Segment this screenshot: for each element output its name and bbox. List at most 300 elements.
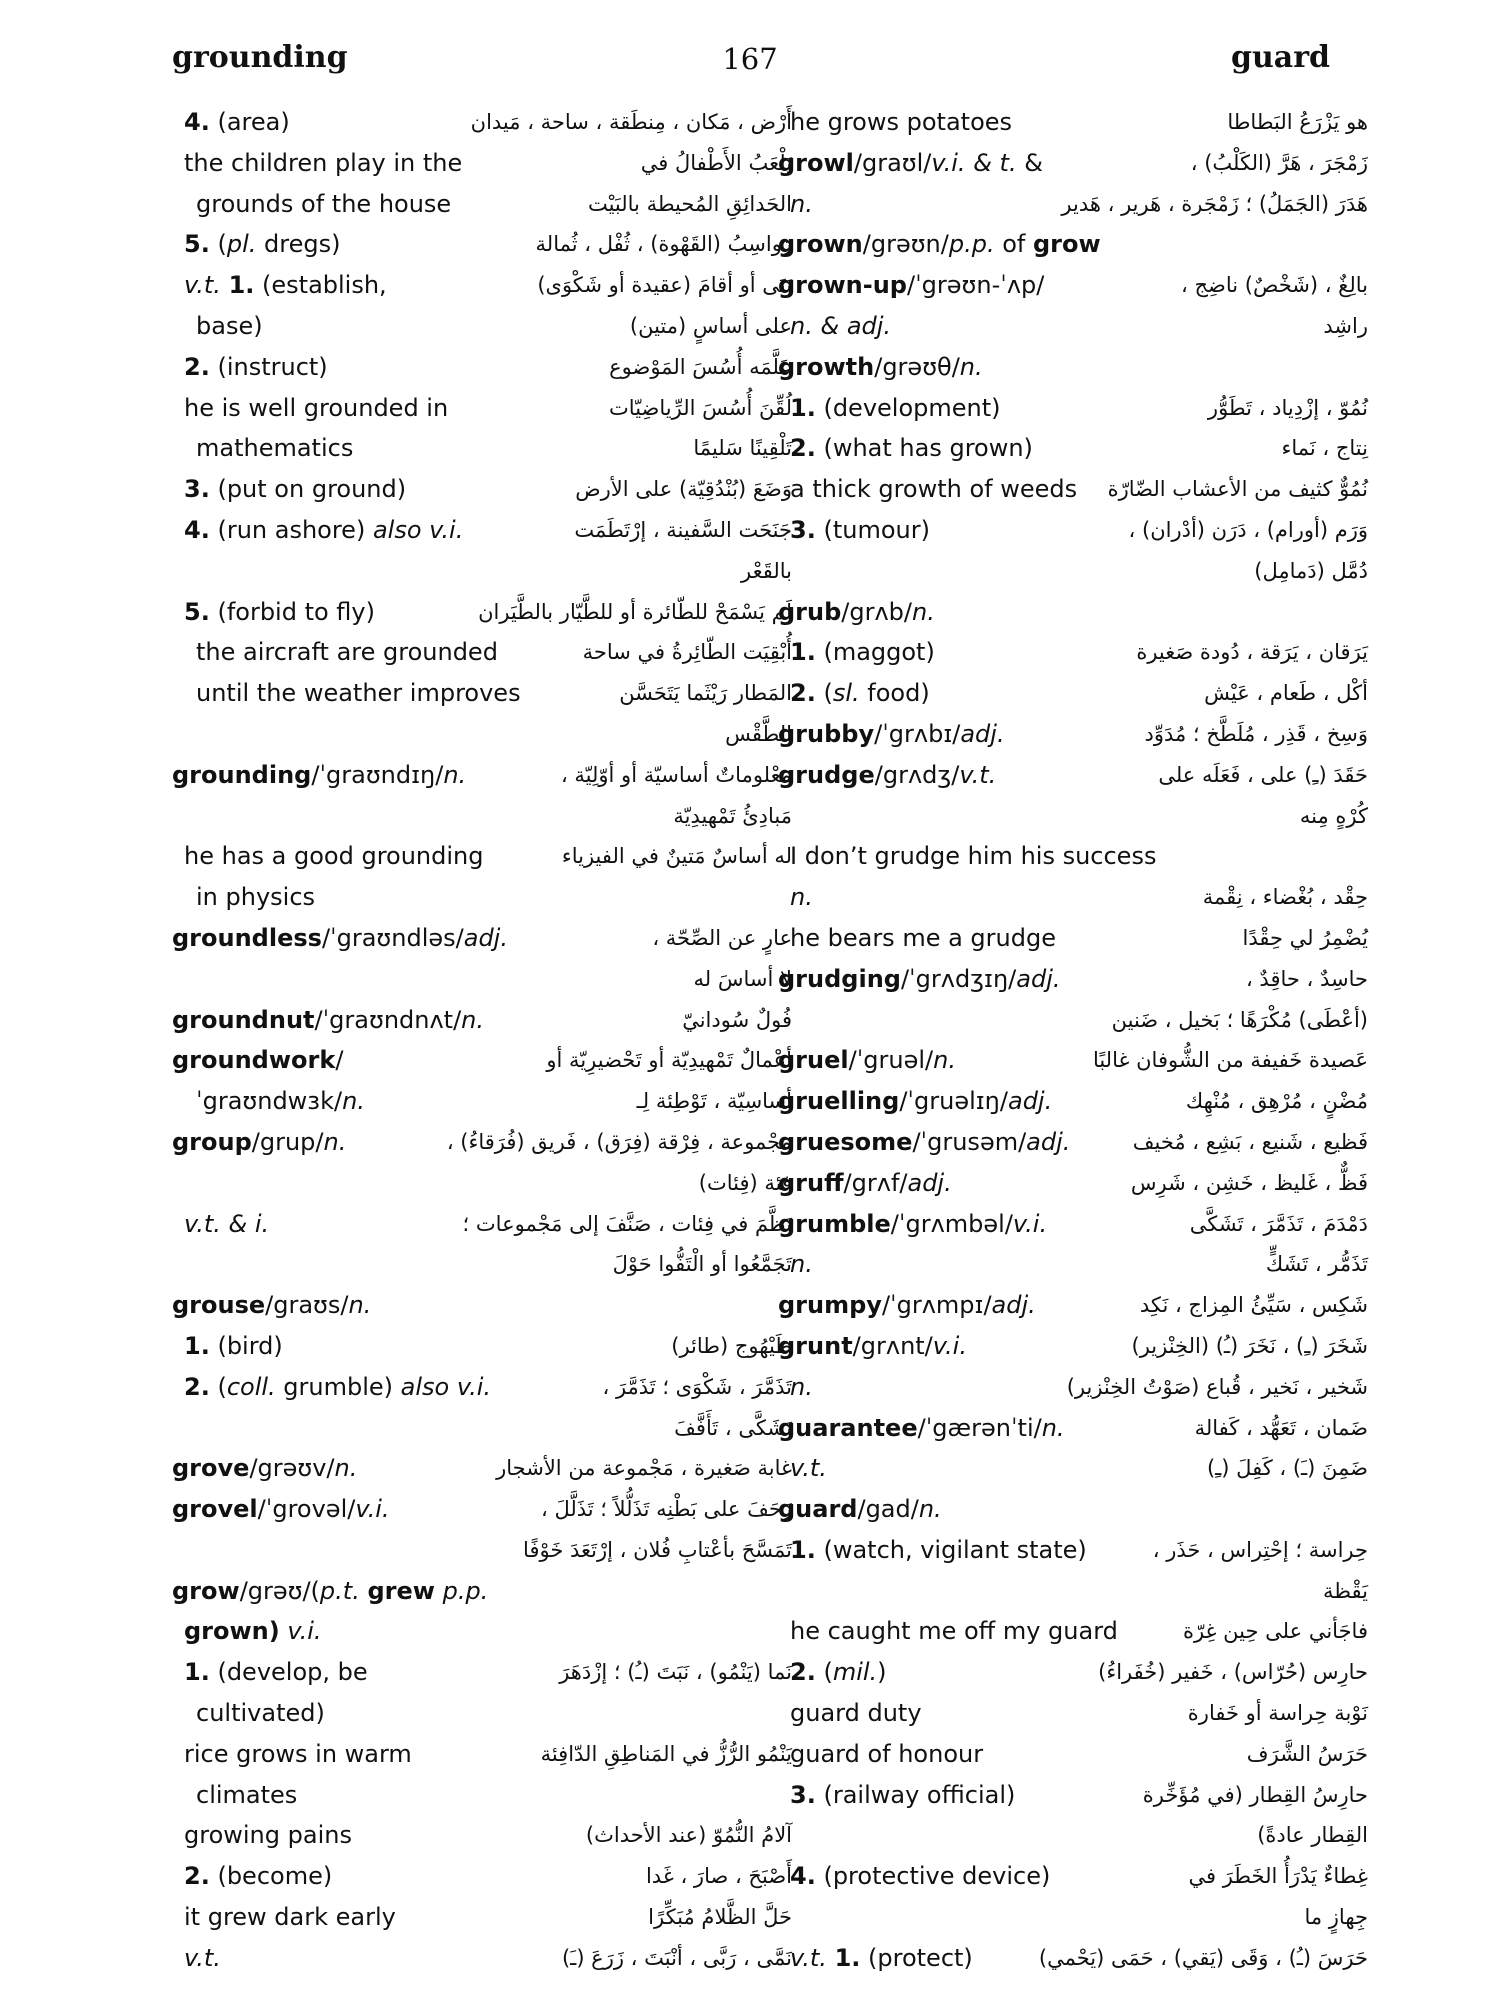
- english-text: [184, 592, 375, 633]
- headword-text: grub: [778, 597, 842, 626]
- headword-text: grovel: [172, 1495, 258, 1524]
- dictionary-line: [778, 918, 1368, 959]
- gloss-text: /ˈgraʊndɪŋ/: [311, 760, 444, 789]
- gloss-text: (: [815, 1658, 833, 1687]
- dictionary-line: [778, 184, 1368, 225]
- page-number: 167: [722, 42, 778, 76]
- english-text: [184, 510, 463, 551]
- dictionary-line: [172, 1611, 792, 1652]
- gloss-text: [221, 271, 229, 299]
- gloss-text: /graʊs/: [265, 1291, 349, 1320]
- headword-text: grow: [172, 1576, 240, 1605]
- english-text: [790, 918, 1056, 959]
- gloss-text: (protect): [860, 1943, 973, 1972]
- arabic-translation: فِئة (فِئات): [698, 1170, 792, 1195]
- arabic-translation: مَجْموعة ، فِرْقة (فِرَق) ، فَريق (فُرَقاءُ) ،: [446, 1129, 792, 1154]
- running-head-first-entry: grounding: [172, 40, 348, 75]
- dictionary-line: [172, 347, 792, 388]
- grammar-label: v.t. & i.: [184, 1209, 270, 1238]
- headword-text: grumpy: [778, 1291, 882, 1320]
- gloss-text: the children play in the: [184, 148, 463, 177]
- english-text: [790, 877, 813, 918]
- dictionary-line: [172, 1326, 792, 1367]
- dictionary-line: [778, 1081, 1368, 1122]
- dictionary-line: [778, 755, 1368, 796]
- dictionary-line: [172, 592, 792, 633]
- english-text: [778, 1326, 967, 1367]
- english-text: [778, 1489, 942, 1530]
- arabic-translation: جِهازٍ ما: [1304, 1905, 1368, 1930]
- dictionary-line: [172, 1571, 792, 1612]
- english-text: [790, 184, 813, 225]
- english-text: [196, 877, 315, 918]
- arabic-translation: شَخير ، نَخير ، قُباع (صَوْتُ الخِنْزير): [1066, 1374, 1368, 1399]
- gloss-text: (maggot): [815, 638, 935, 667]
- english-text: [184, 347, 328, 388]
- english-text: [778, 347, 983, 388]
- gloss-text: /ˈgrʌmbəl/: [890, 1209, 1013, 1238]
- headword-text: 1.: [184, 1658, 210, 1687]
- english-text: [778, 959, 1061, 1000]
- dictionary-line: [172, 673, 792, 714]
- dictionary-line: [778, 1571, 1368, 1612]
- grammar-label: n.: [334, 1454, 358, 1483]
- gloss-text: /ˈgrusəm/: [912, 1127, 1027, 1156]
- dictionary-line: [778, 1040, 1368, 1081]
- gloss-text: /ˈgrovəl/: [257, 1495, 356, 1524]
- gloss-text: (area): [209, 108, 290, 136]
- english-text: [778, 714, 1005, 755]
- dictionary-line: [172, 510, 792, 551]
- grammar-label: n.: [912, 597, 935, 626]
- dictionary-line: [172, 1244, 792, 1285]
- english-text: [790, 510, 930, 551]
- dictionary-line: [778, 1489, 1368, 1530]
- headword-text: 3.: [790, 1780, 816, 1809]
- gloss-text: climates: [196, 1780, 298, 1809]
- arabic-translation: حارِسُ القِطار (في مُؤَخِّرة: [1142, 1782, 1368, 1807]
- arabic-translation: تَذَمُّر ، تَشَكٍّ: [1265, 1252, 1368, 1277]
- grammar-label: adj.: [1007, 1087, 1053, 1116]
- arabic-translation: بالِغٌ ، (شَخْصٌ) ناضِج ،: [1181, 273, 1368, 298]
- arabic-translation: أعْمالٌ تَمْهيدِيّة أو تَحْضيرِيّة أو: [546, 1048, 792, 1073]
- headword-text: 1.: [790, 393, 816, 422]
- arabic-translation: تَشَكَّى ، تَأَفَّفَ: [674, 1415, 792, 1440]
- arabic-translation: عَصيدة خَفيفة من الشُّوفان غالبًا: [1092, 1048, 1368, 1073]
- dictionary-line: [172, 714, 792, 755]
- arabic-translation: حِقْد ، بُغْضاء ، نِقْمة: [1202, 885, 1368, 910]
- dictionary-line: [172, 1081, 792, 1122]
- dictionary-line: [172, 959, 792, 1000]
- gloss-text: growing pains: [184, 1821, 352, 1850]
- dictionary-line: [172, 1775, 792, 1816]
- dictionary-line: [778, 1163, 1368, 1204]
- dictionary-line: [778, 306, 1368, 347]
- dictionary-line: [778, 1693, 1368, 1734]
- gloss-text: grumble): [275, 1372, 401, 1401]
- dictionary-line: [778, 1530, 1368, 1571]
- english-text: [172, 1571, 488, 1612]
- english-text: [196, 1081, 365, 1122]
- gloss-text: (: [209, 230, 227, 259]
- dictionary-line: [778, 1611, 1368, 1652]
- arabic-translation: القِطار عادةً): [1257, 1823, 1368, 1848]
- gloss-text: ): [877, 1658, 887, 1687]
- headword-text: grown): [184, 1617, 280, 1646]
- dictionary-line: [778, 1856, 1368, 1897]
- arabic-translation: حَرَسُ الشَّرَف: [1246, 1741, 1368, 1766]
- dictionary-line: [172, 1856, 792, 1897]
- dictionary-line: [172, 1815, 792, 1856]
- grammar-label: n.: [443, 760, 467, 789]
- gloss-text: /grʌf/: [843, 1168, 908, 1197]
- dictionary-line: [172, 755, 792, 796]
- arabic-translation: تَجَمَّعُوا أو الْتَفُّوا حَوْلَ: [612, 1252, 792, 1277]
- english-text: [790, 1734, 983, 1775]
- dictionary-line: [778, 551, 1368, 592]
- headword-text: growth: [778, 352, 875, 381]
- headword-text: gruel: [778, 1046, 849, 1075]
- arabic-translation: حَلَّ الظَّلامُ مُبَكِّرًا: [648, 1905, 792, 1930]
- gloss-text: I don’t grudge him his success: [790, 842, 1157, 871]
- headword-text: 1.: [184, 1331, 210, 1360]
- dictionary-line: [778, 877, 1368, 918]
- dictionary-line: [778, 1408, 1368, 1449]
- dictionary-line: [172, 551, 792, 592]
- grammar-label: n. & adj.: [790, 311, 892, 340]
- dictionary-line: [172, 1000, 792, 1041]
- arabic-translation: الطَّقْس: [725, 721, 792, 746]
- gloss-text: /grʌdʒ/: [874, 760, 960, 789]
- gloss-text: /grəʊθ/: [874, 352, 960, 381]
- grammar-label: v.t.: [959, 760, 997, 789]
- grammar-label: n.: [790, 883, 813, 912]
- grammar-label: v.t.: [790, 1943, 827, 1972]
- english-text: [172, 918, 508, 959]
- gloss-text: /ˈgruəlɪŋ/: [899, 1087, 1008, 1116]
- dictionary-line: [172, 632, 792, 673]
- arabic-translation: على أساسٍ (متين): [629, 313, 792, 338]
- gloss-text: /ˈgraʊndnʌt/: [314, 1005, 462, 1034]
- english-text: [778, 224, 1101, 265]
- arabic-translation: آلامُ النُّمُوّ (عند الأحداث): [585, 1823, 792, 1848]
- dictionary-line: [778, 714, 1368, 755]
- dictionary-line: [778, 428, 1368, 469]
- dictionary-line: [778, 1938, 1368, 1979]
- english-text: [196, 673, 521, 714]
- dictionary-line: [172, 469, 792, 510]
- arabic-translation: وَسِخ ، قَذِر ، مُلَطَّخ ؛ مُدَوِّد: [1144, 721, 1368, 746]
- gloss-text: grounds of the house: [196, 189, 452, 218]
- grammar-label: v.i.: [355, 1495, 390, 1524]
- headword-text: grunt: [778, 1331, 853, 1360]
- headword-text: groundnut: [172, 1005, 315, 1034]
- gloss-text: (development): [815, 393, 1001, 422]
- grammar-label: adj.: [960, 719, 1005, 748]
- english-text: [196, 632, 498, 673]
- dictionary-line: [778, 347, 1368, 388]
- headword-text: growl: [778, 148, 854, 177]
- english-text: [790, 1367, 813, 1408]
- english-text: [172, 1285, 371, 1326]
- english-text: [184, 1897, 396, 1938]
- english-text: [172, 1489, 390, 1530]
- gloss-text: (put on ground): [209, 475, 407, 504]
- headword-text: 4.: [184, 108, 210, 136]
- headword-text: 2.: [790, 434, 816, 463]
- english-text: [778, 592, 935, 633]
- gloss-text: &: [1016, 148, 1043, 177]
- dictionary-line: [172, 1938, 792, 1979]
- gloss-text: [435, 1577, 443, 1605]
- gloss-text: /grup/: [251, 1127, 324, 1156]
- arabic-translation: أَرْض ، مَكان ، مِنطَقة ، ساحة ، مَيدان: [470, 110, 792, 134]
- arabic-translation: بَنَى أو أقامَ (عقيدة أو شَكْوَى): [537, 273, 792, 298]
- dictionary-line: [778, 1285, 1368, 1326]
- arabic-translation: شَخَرَ (ـِ) ، نَخَرَ (ـُ) (الخِنْزير): [1131, 1333, 1368, 1358]
- arabic-translation: فَظٌّ ، غَليظ ، خَشِن ، شَرِس: [1130, 1170, 1368, 1195]
- gloss-text: of: [994, 230, 1033, 259]
- english-text: [790, 1530, 1087, 1571]
- grammar-label: pl.: [226, 230, 257, 259]
- dictionary-line: [778, 836, 1368, 877]
- headword-text: 2.: [790, 679, 816, 708]
- dictionary-line: [778, 1897, 1368, 1938]
- headword-text: grow: [1032, 230, 1101, 259]
- grammar-label: n.: [348, 1291, 372, 1320]
- headword-text: guarantee: [778, 1413, 918, 1442]
- headword-text: gruesome: [778, 1127, 913, 1156]
- english-text: [790, 836, 1156, 877]
- arabic-translation: وَرَم (أورام) ، دَرَن (أدْران) ،: [1128, 517, 1368, 542]
- arabic-translation: حَرَسَ (ـُ) ، وَقَى (يَقي) ، حَمَى (يَحْمي): [1038, 1945, 1368, 1970]
- english-text: [778, 755, 996, 796]
- english-text: [196, 1775, 297, 1816]
- dictionary-line: [172, 836, 792, 877]
- arabic-translation: حَقَدَ (ـِ) على ، فَعَلَه على: [1158, 762, 1368, 787]
- english-text: [184, 1856, 332, 1897]
- headword-text: grove: [172, 1454, 250, 1483]
- dictionary-line: [172, 1489, 792, 1530]
- english-text: [790, 1693, 922, 1734]
- gloss-text: /grəʊv/: [249, 1454, 335, 1483]
- arabic-translation: مُضْنٍ ، مُرْهِق ، مُنْهِك: [1185, 1089, 1368, 1114]
- arabic-translation: يَلْعَبُ الأَطْفالُ في: [640, 150, 792, 175]
- gloss-text: [827, 1944, 835, 1972]
- gloss-text: he caught me off my guard: [790, 1617, 1118, 1646]
- dictionary-line: [172, 1204, 792, 1245]
- headword-text: gruff: [778, 1168, 844, 1197]
- dictionary-line: [172, 1734, 792, 1775]
- english-text: [790, 1448, 827, 1489]
- grammar-label: n.: [918, 1495, 942, 1524]
- english-text: [196, 1693, 325, 1734]
- arabic-translation: راشِد: [1323, 313, 1368, 338]
- headword-text: 1.: [790, 1535, 816, 1564]
- english-text: [172, 1000, 484, 1041]
- arabic-translation: لا أساسَ له: [693, 966, 792, 991]
- arabic-translation: (أعْطَى) مُكْرَهًا ؛ بَخيل ، ضَنين: [1111, 1007, 1368, 1032]
- arabic-translation: رَواسِبُ (القَهْوة) ، ثُفْل ، ثُمالة: [535, 232, 792, 257]
- english-text: [184, 1938, 221, 1979]
- english-text: [790, 1856, 1050, 1897]
- english-text: [184, 265, 387, 306]
- english-text: [778, 1122, 1070, 1163]
- gloss-text: (instruct): [209, 352, 328, 381]
- gloss-text: he is well grounded in: [184, 393, 449, 422]
- headword-text: grudge: [778, 760, 875, 789]
- english-text: [184, 836, 483, 877]
- running-head-last-entry: guard: [1230, 40, 1330, 75]
- grammar-label: p.p.: [948, 230, 995, 259]
- gloss-text: food): [859, 679, 930, 708]
- grammar-label: adj.: [1016, 964, 1061, 993]
- dictionary-line: [778, 102, 1368, 143]
- grammar-label: n.: [323, 1127, 347, 1156]
- english-text: [790, 306, 891, 347]
- grammar-label: n.: [461, 1005, 485, 1034]
- arabic-translation: غابة صَغيرة ، مَجْموعة من الأشجار: [496, 1456, 792, 1481]
- english-text: [778, 1204, 1047, 1245]
- gloss-text: /graʊl/: [853, 148, 932, 177]
- gloss-text: (railway official): [815, 1780, 1016, 1809]
- dictionary-line: [172, 1693, 792, 1734]
- english-text: [790, 469, 1077, 510]
- dictionary-line: [172, 796, 792, 837]
- headword-text: 3.: [184, 475, 210, 504]
- grammar-label: mil.: [832, 1658, 878, 1687]
- gloss-text: /ˈgruəl/: [848, 1046, 934, 1075]
- dictionary-line: [778, 510, 1368, 551]
- arabic-translation: كُرْهٍ مِنه: [1299, 803, 1368, 828]
- gloss-text: ˈgraʊndwɜk/: [196, 1087, 343, 1116]
- english-text: [778, 1163, 952, 1204]
- arabic-translation: أُبْقِيَت الطّائِرةُ في ساحة: [582, 640, 792, 665]
- dictionary-line: [778, 1204, 1368, 1245]
- arabic-translation: أكْل ، طَعام ، عَيْش: [1204, 681, 1368, 706]
- grammar-label: sl.: [832, 679, 860, 708]
- dictionary-line: [172, 918, 792, 959]
- arabic-translation: زَمْجَرَ ، هَرَّ (الكَلْبُ) ،: [1190, 150, 1368, 175]
- grammar-label: n.: [1041, 1413, 1065, 1442]
- grammar-label: v.i. & t.: [931, 148, 1017, 177]
- english-text: [778, 1285, 1036, 1326]
- dictionary-line: [778, 1815, 1368, 1856]
- english-text: [790, 1244, 813, 1285]
- arabic-translation: نَمَّى ، رَبَّى ، أنْبَتَ ، زَرَعَ (ـَ): [561, 1945, 792, 1970]
- gloss-text: mathematics: [196, 434, 354, 463]
- arabic-translation: نَما (يَنْمُو) ، نَبَتَ (ـُ) ؛ إزْدَهَرَ: [559, 1660, 792, 1685]
- grammar-label: n.: [959, 352, 983, 381]
- grammar-label: adj.: [1026, 1127, 1071, 1156]
- arabic-translation: وَضَعَ (بُنْدُقِيّة) على الأرض: [575, 477, 792, 502]
- headword-text: groundless: [172, 923, 322, 952]
- dictionary-line: [172, 102, 792, 143]
- dictionary-line: [778, 224, 1368, 265]
- gloss-text: cultivated): [196, 1699, 325, 1728]
- arabic-translation: أَصْبَحَ ، صارَ ، غَدا: [645, 1864, 792, 1889]
- dictionary-line: [172, 1285, 792, 1326]
- gloss-text: /ˈgrʌbɪ/: [874, 719, 961, 748]
- arabic-translation: فاجَأني على حِين غِرّة: [1182, 1619, 1368, 1644]
- gloss-text: rice grows in warm: [184, 1739, 412, 1768]
- grammar-label: n.: [933, 1046, 956, 1075]
- dictionary-line: [778, 1000, 1368, 1041]
- english-text: [184, 1611, 322, 1652]
- headword-text: guard: [778, 1495, 858, 1524]
- grammar-label: n.: [342, 1087, 365, 1116]
- english-text: [790, 428, 1033, 469]
- gloss-text: /grəʊ/(: [239, 1576, 320, 1605]
- grammar-label: v.i.: [932, 1331, 967, 1360]
- right-column: [778, 102, 1368, 1979]
- headword-text: grew: [367, 1576, 435, 1605]
- arabic-translation: دُمَّل (دَمامِل): [1254, 558, 1368, 583]
- dictionary-line: [172, 306, 792, 347]
- dictionary-line: [778, 673, 1368, 714]
- arabic-translation: يُضْمِرُ لي حِقْدًا: [1242, 925, 1368, 950]
- arabic-translation: حاسِدٌ ، حاقِدٌ ،: [1245, 966, 1368, 991]
- arabic-translation: دَمْدَمَ ، تَذَمَّرَ ، تَشَكَّى: [1189, 1211, 1368, 1236]
- gloss-text: a thick growth of weeds: [790, 475, 1078, 504]
- arabic-translation: شَكِس ، سَيِّئُ المِزاج ، نَكِد: [1139, 1293, 1368, 1318]
- dictionary-line: [172, 1163, 792, 1204]
- arabic-translation: نَظَّمَ في فِئات ، صَنَّفَ إلى مَجْموعات ؛: [462, 1211, 792, 1236]
- arabic-translation: مَعْلوماتٌ أساسيّة أو أوّلِيّة ،: [560, 762, 792, 787]
- grammar-label: adj.: [907, 1168, 952, 1197]
- arabic-translation: فَظيع ، شَنيع ، بَشِع ، مُخيف: [1132, 1129, 1368, 1154]
- dictionary-line: [172, 1448, 792, 1489]
- dictionary-line: [778, 1734, 1368, 1775]
- headword-text: 1.: [834, 1943, 861, 1972]
- gloss-text: /ˈgærənˈti/: [917, 1413, 1042, 1442]
- headword-text: 1.: [228, 271, 255, 300]
- arabic-translation: عَلَّمَه أُسُسَ المَوْضوع: [609, 354, 792, 379]
- headword-text: grown: [778, 230, 863, 259]
- grammar-label: also v.i.: [400, 1372, 492, 1401]
- gloss-text: in physics: [196, 883, 316, 912]
- gloss-text: (: [209, 1372, 227, 1401]
- gloss-text: /ˈgrʌmpɪ/: [881, 1291, 992, 1320]
- grammar-label: p.t.: [319, 1576, 360, 1605]
- grammar-label: v.t.: [184, 271, 221, 300]
- arabic-translation: نُمُوّ ، إزْدِياد ، تَطَوُّر: [1207, 395, 1368, 420]
- english-text: [790, 632, 935, 673]
- english-text: [790, 102, 1012, 143]
- english-text: [184, 1204, 269, 1245]
- gloss-text: (run ashore): [209, 515, 373, 544]
- gloss-text: (protective device): [815, 1862, 1051, 1891]
- arabic-translation: ضَمِنَ (ـَ) ، كَفِلَ (ـِ): [1206, 1456, 1368, 1481]
- headword-text: 2.: [790, 1658, 816, 1687]
- gloss-text: the aircraft are grounded: [196, 638, 498, 667]
- dictionary-line: [778, 388, 1368, 429]
- arabic-translation: نُمُوٌّ كثيف من الأعشاب الضّارّة: [1107, 477, 1368, 502]
- grammar-label: n.: [790, 189, 813, 218]
- gloss-text: (tumour): [815, 515, 930, 544]
- gloss-text: /: [335, 1046, 344, 1075]
- headword-text: groundwork: [172, 1046, 336, 1075]
- gloss-text: /grʌb/: [841, 597, 912, 626]
- arabic-translation: حارِس (حُرّاس) ، خَفير (خُفَراءُ): [1098, 1660, 1368, 1685]
- english-text: [778, 1081, 1052, 1122]
- dictionary-line: [778, 469, 1368, 510]
- gloss-text: /grʌnt/: [852, 1331, 933, 1360]
- english-text: [184, 224, 340, 265]
- english-text: [184, 1326, 283, 1367]
- dictionary-line: [172, 1367, 792, 1408]
- english-text: [184, 469, 406, 510]
